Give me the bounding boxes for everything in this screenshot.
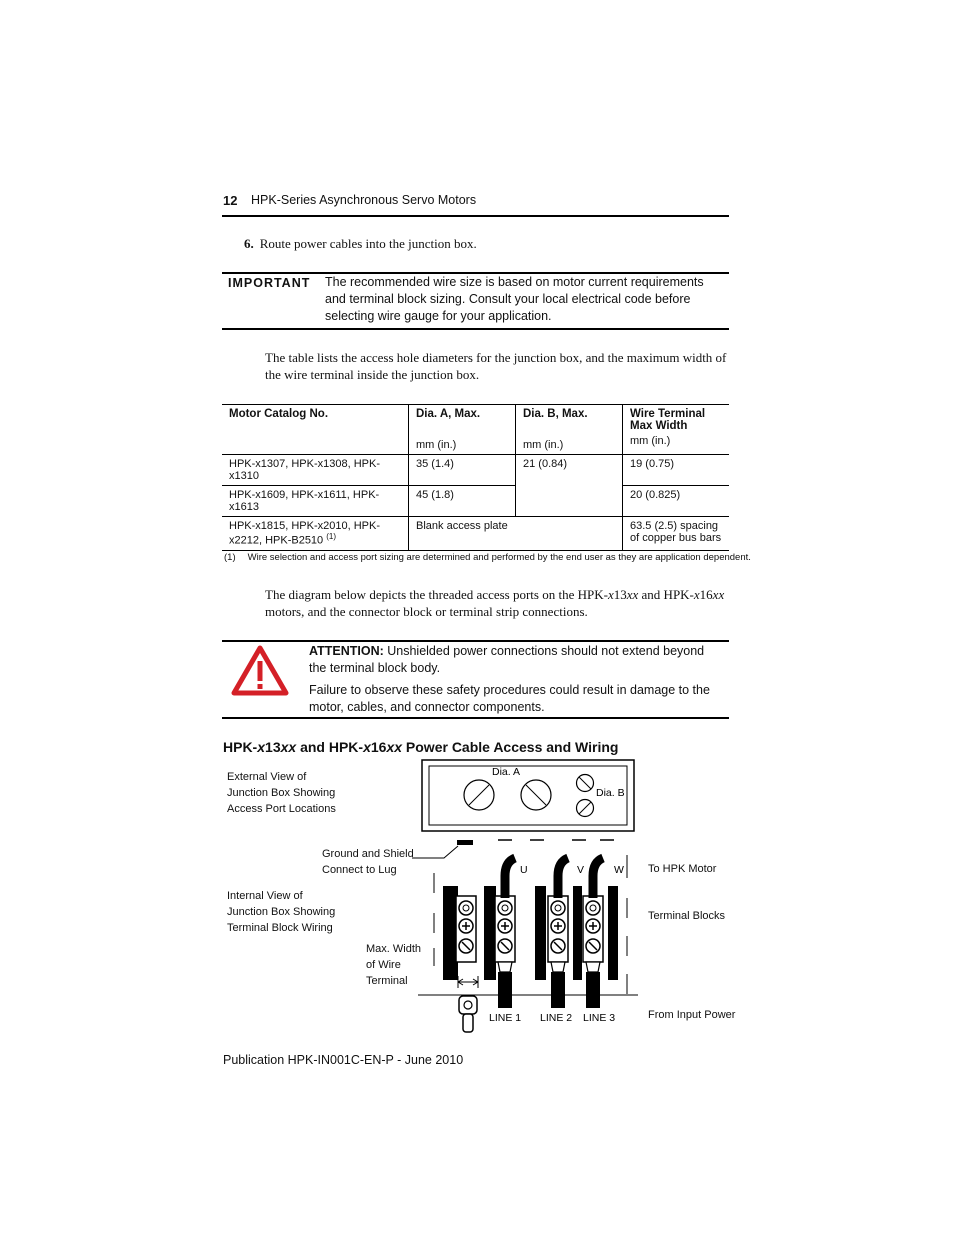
- important-label: IMPORTANT: [228, 276, 311, 290]
- junction-box-table: [222, 404, 729, 551]
- step-number: 6.: [244, 236, 254, 251]
- header-rule: [222, 215, 729, 217]
- access-port-a2: [521, 780, 551, 810]
- important-bottom-rule: [222, 328, 729, 330]
- terminal-screw-icon: [551, 901, 565, 915]
- attention-top-rule: [222, 640, 729, 642]
- cell-wire: 19 (0.75): [623, 455, 730, 486]
- col-header-catalog: Motor Catalog No.: [229, 408, 329, 420]
- terminal-block-column: [495, 896, 515, 972]
- terminal-screw-icon: [586, 901, 600, 915]
- label-ground-shield: Ground and Shield Connect to Lug: [322, 848, 414, 876]
- wire-terminal-lug-icon: [459, 996, 477, 1032]
- label-to-hpk-motor: To HPK Motor: [648, 863, 717, 875]
- label-line-3: LINE 3: [583, 1012, 616, 1024]
- access-port-b1: [577, 775, 594, 792]
- cell-catalog: HPK-x1609, HPK-x1611, HPK-x1613: [229, 489, 380, 513]
- terminal-screw-icon: [498, 939, 512, 953]
- line-wires: [498, 972, 600, 1008]
- terminal-block-body: [573, 886, 582, 980]
- terminal-block-body: [535, 886, 546, 980]
- label-dia-a: Dia. A: [492, 766, 521, 778]
- terminal-screw-icon: [498, 919, 512, 933]
- access-port-a1: [464, 780, 494, 810]
- access-port-b2: [577, 800, 594, 817]
- label-external-view: External View of Junction Box Showing Access Port Locations: [227, 771, 336, 815]
- cell-catalog: HPK-x1815, HPK-x2010, HPK-x2212, HPK-B2510 $^{(1)}$: [229, 520, 381, 547]
- terminal-screw-icon: [459, 901, 473, 915]
- terminal-blocks: [443, 886, 618, 980]
- running-header-title: HPK-Series Asynchronous Servo Motors: [251, 193, 477, 207]
- attention-label: ATTENTION:: [309, 644, 384, 658]
- terminal-screw-icon: [586, 919, 600, 933]
- label-line-2: LINE 2: [540, 1012, 573, 1024]
- ground-lug: [457, 840, 473, 845]
- label-max-width: Max. Width of Wire Terminal: [366, 943, 422, 987]
- terminal-block-body: [484, 886, 496, 980]
- cell-catalog: HPK-x1307, HPK-x1308, HPK-x1310: [229, 458, 381, 482]
- step-6: [244, 236, 477, 252]
- important-text: The recommended wire size is based on motor current requirements and terminal block sizing. Consult your local electrical code before selecting wire gauge for your application.: [325, 275, 704, 323]
- col-header-wire-terminal: Wire Terminal Max Width mm (in.): [623, 405, 730, 455]
- cell-dia-a: 35 (1.4): [409, 455, 516, 486]
- diagram-paragraph: The diagram below depicts the threaded access ports on the HPK-x13xx and HPK-x16xx motors, and the connector block or terminal strip connections.: [265, 587, 725, 619]
- label-terminal-blocks: Terminal Blocks: [648, 910, 726, 922]
- label-u: U: [520, 864, 528, 876]
- cell-dia-a: Blank access plate: [409, 517, 623, 551]
- warning-triangle-icon: [231, 645, 289, 697]
- label-v: V: [577, 864, 585, 876]
- terminal-screw-icon: [586, 939, 600, 953]
- terminal-screw-icon: [459, 919, 473, 933]
- page-number: 12: [223, 193, 238, 208]
- table-row: [222, 455, 729, 486]
- table-row: [222, 486, 729, 517]
- label-internal-view: Internal View of Junction Box Showing Terminal Block Wiring: [227, 890, 336, 934]
- cell-wire: 63.5 (2.5) spacing of copper bus bars: [623, 517, 730, 551]
- label-w: W: [614, 864, 624, 876]
- attention-text: ATTENTION: Unshielded power connections should not extend beyond the terminal block body. Failure to observe these safety procedures could result in damage to the motor, cables, and connector components.: [309, 644, 710, 714]
- terminal-screw-icon: [551, 919, 565, 933]
- table-header-row: [222, 405, 729, 455]
- footnote: (1) Wire selection and access port sizing are determined and performed by the end user as they are application dependent.: [224, 552, 751, 563]
- col-header-dia-a: Dia. A, Max. mm (in.): [409, 405, 516, 455]
- terminal-block-column: [583, 896, 603, 972]
- terminal-block-column: [548, 896, 568, 972]
- col-header-dia-b: Dia. B, Max. mm (in.): [516, 405, 623, 455]
- terminal-screw-icon: [459, 939, 473, 953]
- label-line-1: LINE 1: [489, 1012, 522, 1024]
- wiring-diagram: [410, 758, 650, 1040]
- figure-title: HPK-x13xx and HPK-x16xx Power Cable Access and Wiring: [223, 739, 619, 755]
- ground-leader-line: [412, 846, 458, 858]
- label-dia-b: Dia. B: [596, 787, 625, 799]
- terminal-block-column: [456, 896, 476, 962]
- label-from-input-power: From Input Power: [648, 1009, 736, 1021]
- intro-paragraph: The table lists the access hole diameters for the junction box, and the maximum width of the wire terminal inside the junction box.: [265, 350, 727, 382]
- attention-bottom-rule: [222, 717, 729, 719]
- terminal-block-body: [608, 886, 618, 980]
- max-width-arrow: [458, 976, 478, 988]
- publication-footer: Publication HPK-IN001C-EN-P - June 2010: [223, 1053, 464, 1067]
- footnote-ref: (1): [326, 532, 337, 541]
- terminal-screw-icon: [551, 939, 565, 953]
- terminal-screw-icon: [498, 901, 512, 915]
- table-row: [222, 517, 729, 551]
- step-text: Route power cables into the junction box.: [259, 236, 477, 251]
- cell-dia-b: 21 (0.84): [516, 455, 623, 517]
- cell-wire: 20 (0.825): [623, 486, 730, 517]
- cell-dia-a: 45 (1.8): [409, 486, 516, 517]
